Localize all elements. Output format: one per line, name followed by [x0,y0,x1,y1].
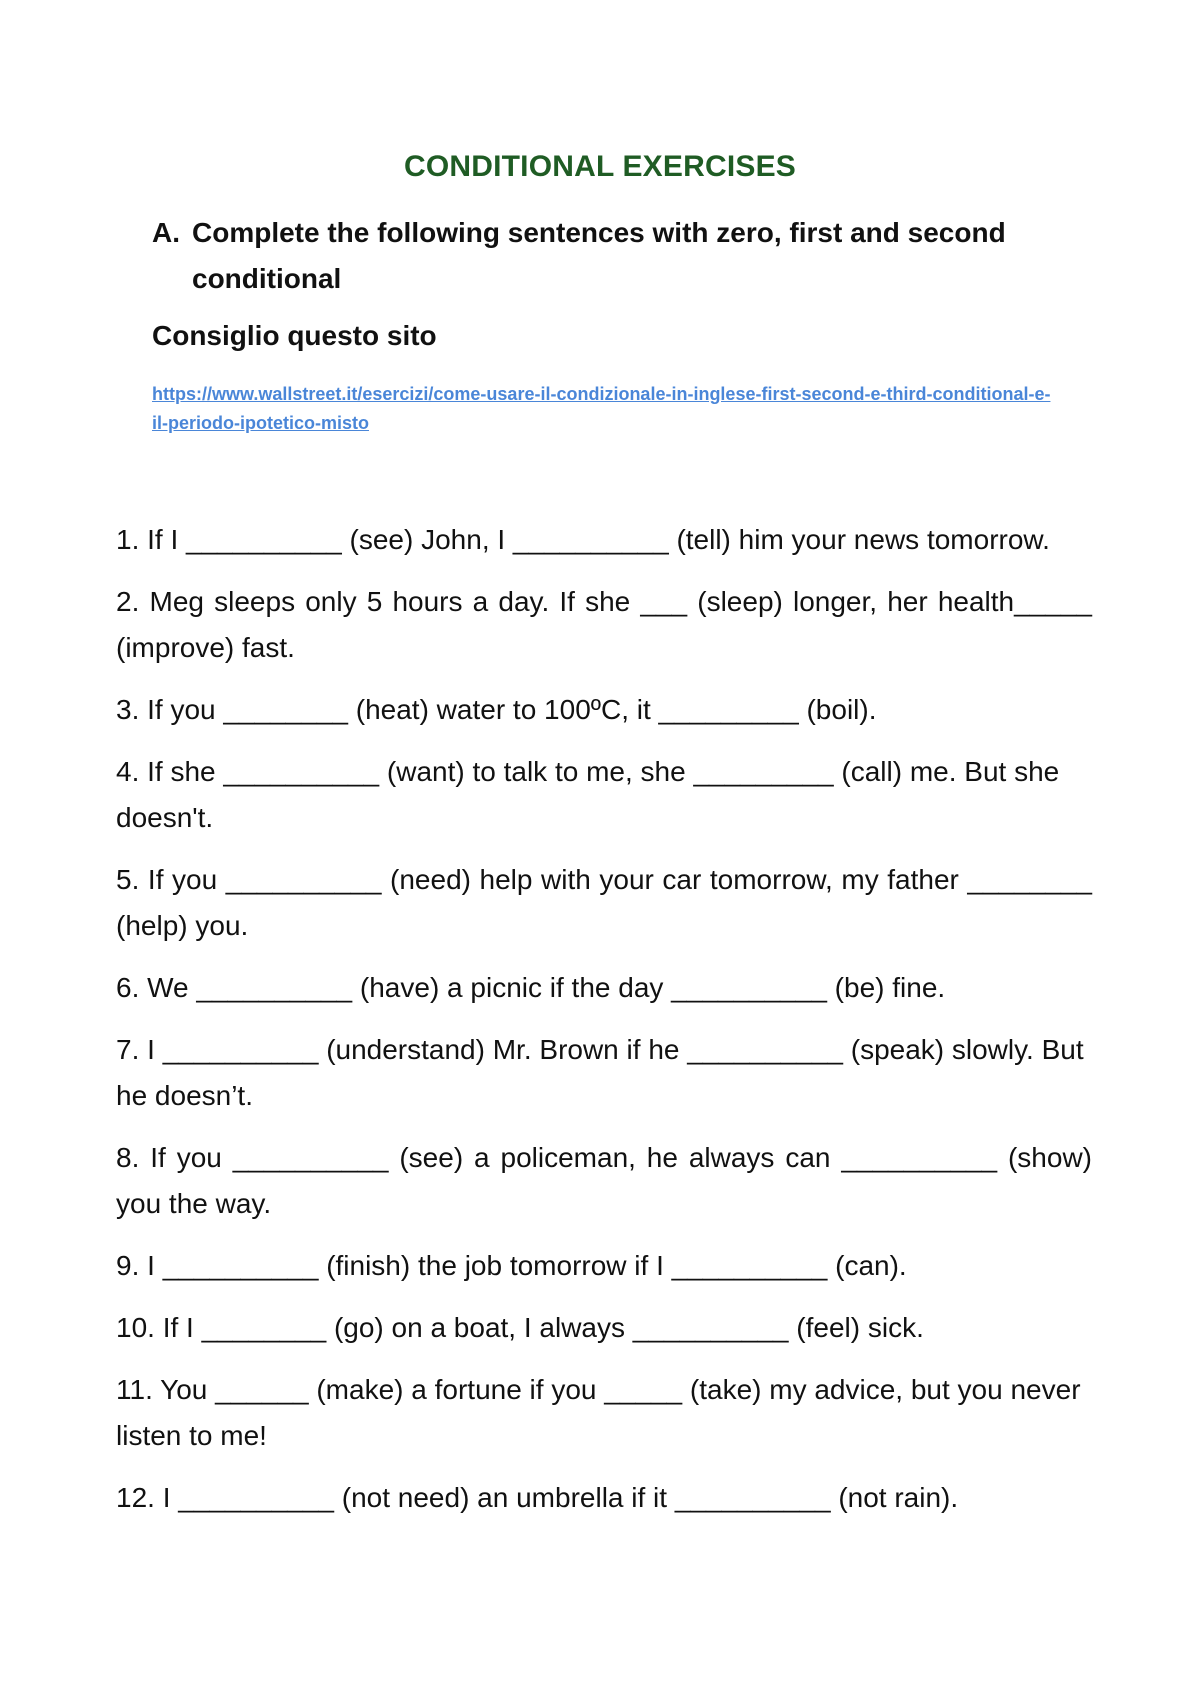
exercise-item: 1. If I __________ (see) John, I __________ (tell) him your news tomorrow. [116,524,1050,555]
exercise-list [116,517,1092,1537]
section-instruction-text: Complete the following sentences with zero, first and second conditional [192,217,1006,294]
exercise-item: 6. We __________ (have) a picnic if the day __________ (be) fine. [116,972,946,1003]
exercise-item: 11. You ______ (make) a fortune if you _____ (take) my advice, but you never listen to me! [116,1374,1081,1451]
exercise-item: 2. Meg sleeps only 5 hours a day. If she ___ (sleep) longer, her health_____ (improve) fast. [116,586,1092,663]
exercise-item: 9. I __________ (finish) the job tomorrow if I __________ (can). [116,1250,907,1281]
tip-label: Consiglio questo sito [152,320,437,351]
exercise-item: 4. If she __________ (want) to talk to me, she _________ (call) me. But she doesn't. [116,756,1060,833]
exercise-item: 5. If you __________ (need) help with your car tomorrow, my father ________ (help) you. [116,864,1092,941]
exercise-item: 8. If you __________ (see) a policeman, he always can __________ (show) you the way. [116,1142,1092,1219]
exercise-item: 10. If I ________ (go) on a boat, I always __________ (feel) sick. [116,1312,924,1343]
section-marker: A. [152,217,180,248]
exercise-item: 7. I __________ (understand) Mr. Brown if he __________ (speak) slowly. But he doesn’t. [116,1034,1084,1111]
page-title: CONDITIONAL EXERCISES [403,150,797,183]
reference-link[interactable]: https://www.wallstreet.it/esercizi/come-usare-il-condizionale-in-inglese-first-second-e-third-conditional-e-il-periodo-ipotetico-misto [152,384,1051,433]
section-a-instruction [152,210,1092,302]
exercise-item: 3. If you ________ (heat) water to 100ºC, it _________ (boil). [116,694,877,725]
exercise-item: 12. I __________ (not need) an umbrella if it __________ (not rain). [116,1482,959,1513]
